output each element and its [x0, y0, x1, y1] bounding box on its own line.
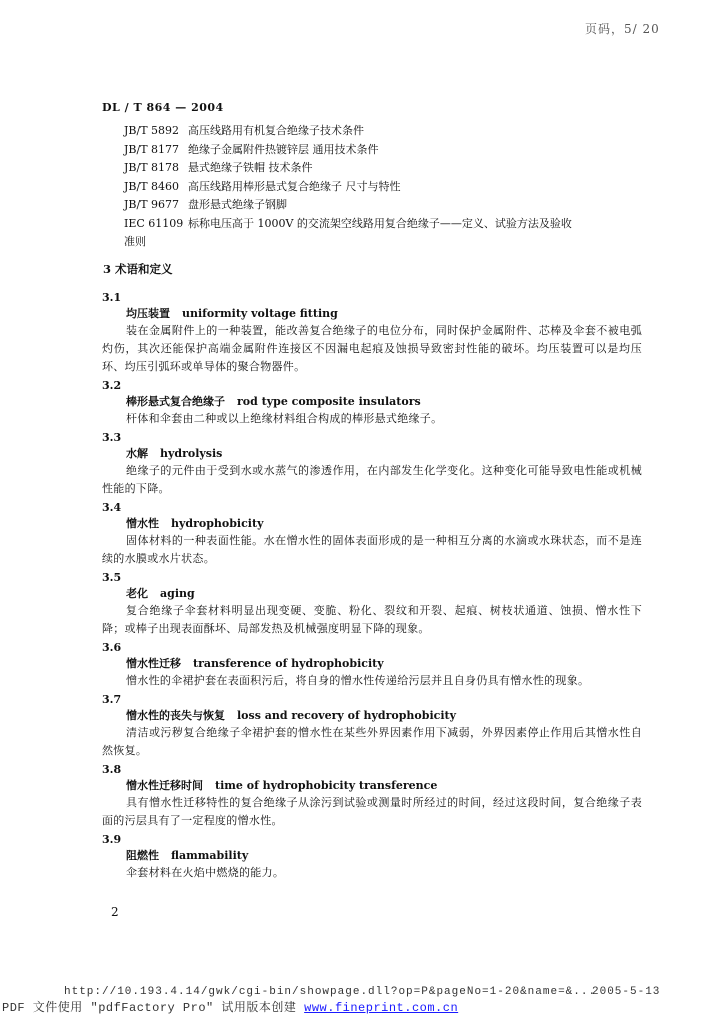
definition-body: 憎水性的伞裙护套在表面积污后，将自身的憎水性传递给污层并且自身仍具有憎水性的现象。: [126, 674, 590, 687]
definitions-list: [102, 288, 642, 882]
reference-item: [124, 159, 644, 178]
definition-number: 3.8: [102, 763, 122, 776]
definition-body: 伞套材料在火焰中燃烧的能力。: [126, 866, 285, 879]
definition-number: 3.7: [102, 693, 122, 706]
footer-url[interactable]: http://10.193.4.14/gwk/cgi-bin/showpage.dll?op=P&pageNo=1-20&name=&...: [64, 986, 597, 998]
definition-term: [102, 445, 642, 462]
reference-code: JB/T 9677: [124, 198, 180, 211]
definition-term: [102, 585, 642, 602]
definition-body: 杆体和伞套由二种或以上绝缘材料组合构成的棒形悬式绝缘子。: [126, 412, 443, 425]
reference-title: 标称电压高于 1000V 的交流架空线路用复合绝缘子——定义、试验方法及验收: [188, 216, 572, 230]
reference-continuation: 准则: [124, 235, 146, 248]
definition-item: [102, 692, 642, 760]
reference-item: [124, 141, 644, 160]
term-chinese: 憎水性迁移时间: [126, 779, 203, 792]
reference-item: [124, 215, 644, 234]
term-chinese: 憎水性迁移: [126, 657, 181, 670]
definition-item: [102, 570, 642, 638]
definition-number: 3.5: [102, 571, 122, 584]
definition-term: [102, 393, 642, 410]
page-counter: 页码，5/ 20: [585, 22, 660, 36]
term-english: hydrophobicity: [171, 517, 264, 530]
definition-item: [102, 500, 642, 568]
definition-body: 清洁或污秽复合绝缘子伞裙护套的憎水性在某些外界因素作用下减弱，外界因素停止作用后其憎水性自然恢复。: [102, 726, 642, 757]
definition-body: 具有憎水性迁移特性的复合绝缘子从涂污到试验或测量时所经过的时间，经过这段时间，复合绝缘子表面的污层具有了一定程度的憎水性。: [102, 796, 642, 827]
definition-body: 固体材料的一种表面性能。水在憎水性的固体表面形成的是一种相互分离的水滴或水珠状态，而不是连续的水膜或水片状态。: [102, 534, 642, 565]
definition-number: 3.6: [102, 641, 122, 654]
term-chinese: 憎水性的丧失与恢复: [126, 709, 225, 722]
definition-term: [102, 655, 642, 672]
term-chinese: 棒形悬式复合绝缘子: [126, 395, 225, 408]
term-chinese: 老化: [126, 587, 148, 600]
term-english: loss and recovery of hydrophobicity: [237, 709, 456, 722]
definition-body: 装在金属附件上的一种装置，能改善复合绝缘子的电位分布，同时保护金属附件、芯棒及伞套不被电弧灼伤，其次还能保护高端金属附件连接区不因漏电起痕及蚀损导致密封性能的破坏。均压装置可以是均压环、均压引弧环或单导体的聚合物器件。: [102, 324, 642, 373]
definition-item: [102, 290, 642, 376]
definition-term: [102, 847, 642, 864]
term-english: hydrolysis: [160, 447, 223, 460]
definition-item: [102, 640, 642, 690]
definition-item: [102, 832, 642, 882]
definition-term: [102, 777, 642, 794]
reference-item: [124, 122, 644, 141]
reference-title: 高压线路用棒形悬式复合绝缘子 尺寸与特性: [188, 179, 401, 193]
term-chinese: 水解: [126, 447, 148, 460]
term-chinese: 均压装置: [126, 307, 170, 320]
pdf-watermark: [2, 998, 458, 1015]
reference-code: JB/T 8177: [124, 142, 180, 156]
reference-title: 绝缘子金属附件热镀锌层 通用技术条件: [188, 142, 379, 156]
reference-code: JB/T 5892: [124, 124, 180, 137]
definition-number: 3.4: [102, 501, 122, 514]
definition-term: [102, 707, 642, 724]
reference-title: 高压线路用有机复合绝缘子技术条件: [188, 124, 364, 137]
reference-code: JB/T 8178: [124, 161, 180, 174]
term-english: aging: [160, 587, 195, 600]
reference-code: JB/T 8460: [124, 179, 180, 193]
section-title: 3 术语和定义: [103, 262, 173, 276]
term-english: rod type composite insulators: [237, 395, 421, 408]
reference-item: [124, 178, 644, 197]
term-english: flammability: [171, 849, 249, 862]
term-english: time of hydrophobicity transference: [215, 779, 438, 792]
reference-item: [124, 196, 644, 215]
watermark-link[interactable]: www.fineprint.com.cn: [304, 1001, 459, 1015]
term-chinese: 阻燃性: [126, 849, 159, 862]
definition-number: 3.1: [102, 291, 122, 304]
term-english: transference of hydrophobicity: [193, 657, 384, 670]
definition-body: 绝缘子的元件由于受到水或水蒸气的渗透作用，在内部发生化学变化。这种变化可能导致电性能或机械性能的下降。: [102, 464, 642, 495]
definition-item: [102, 378, 642, 428]
reference-code: IEC 61109: [124, 216, 184, 230]
definition-number: 3.3: [102, 431, 122, 444]
definition-body: 复合绝缘子伞套材料明显出现变硬、变脆、粉化、裂纹和开裂、起痕、树枝状通道、蚀损、憎水性下降；或棒子出现表面酥坏、局部发热及机械强度明显下降的现象。: [102, 604, 642, 635]
definition-number: 3.9: [102, 833, 122, 846]
term-english: uniformity voltage fitting: [182, 307, 338, 320]
footer-date: 2005-5-13: [592, 986, 661, 998]
reference-list: [124, 122, 644, 252]
definition-term: [102, 305, 642, 322]
watermark-text: PDF 文件使用 "pdfFactory Pro" 试用版本创建: [2, 1001, 297, 1015]
term-chinese: 憎水性: [126, 517, 159, 530]
definition-item: [102, 430, 642, 498]
document-header: DL / T 864 — 2004: [102, 101, 224, 114]
reference-title: 盘形悬式绝缘子钢脚: [188, 198, 287, 211]
definition-number: 3.2: [102, 379, 122, 392]
page-number: 2: [111, 905, 119, 919]
definition-term: [102, 515, 642, 532]
definition-item: [102, 762, 642, 830]
reference-title: 悬式绝缘子铁帽 技术条件: [188, 161, 313, 174]
